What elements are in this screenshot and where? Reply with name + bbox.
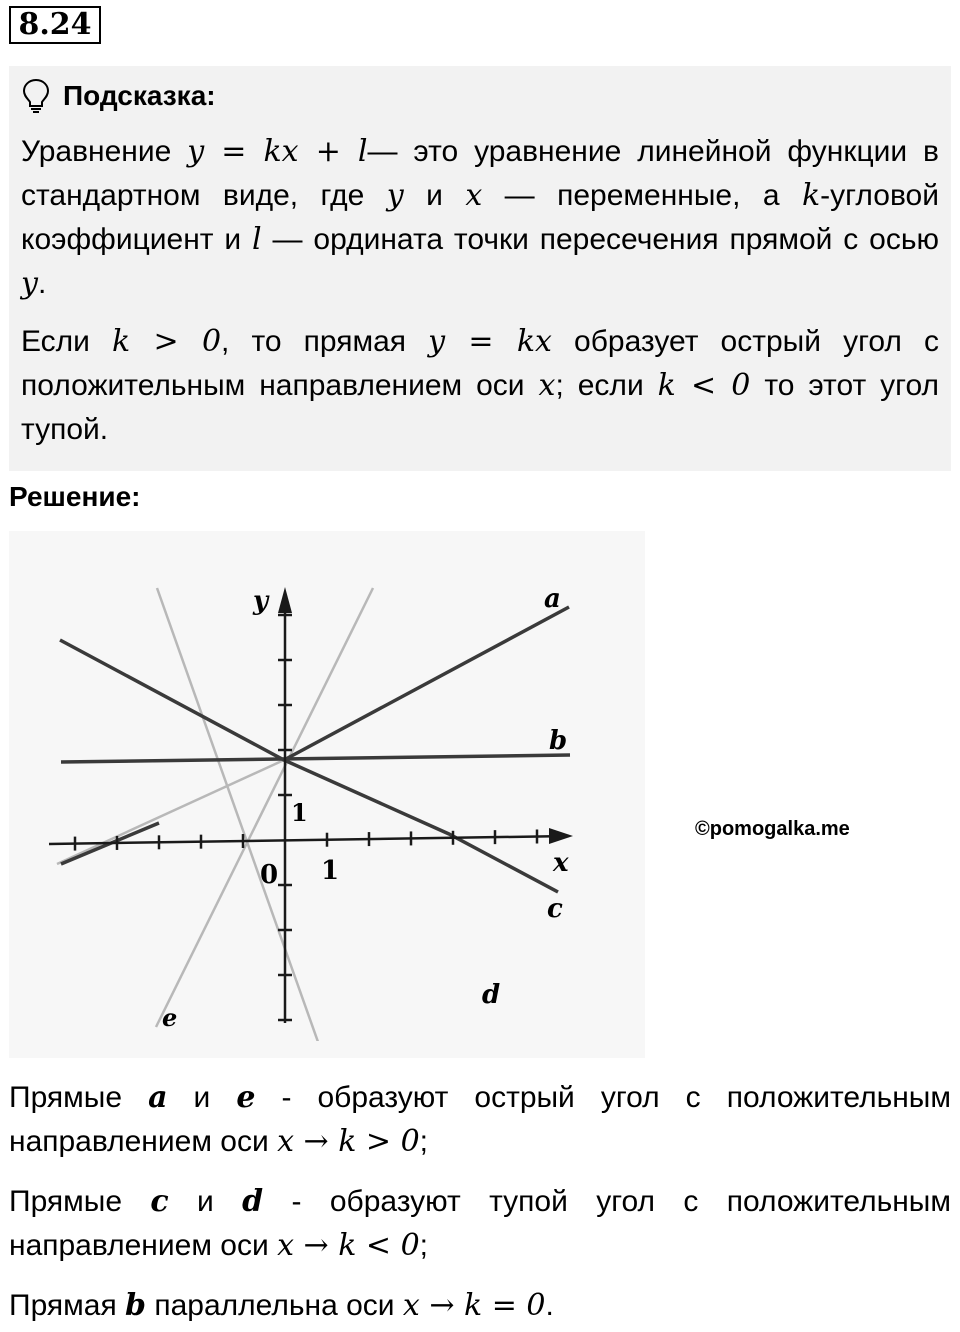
solution-title: Решение:	[9, 481, 141, 512]
text-segment: ;	[419, 1125, 429, 1158]
copyright-text: ©pomogalka.me	[695, 818, 850, 840]
line-name: c	[150, 1184, 169, 1219]
math-expression: l	[252, 222, 262, 257]
math-expression: k	[801, 178, 821, 213]
text-segment: и	[168, 1185, 243, 1218]
y-tick-label: 1	[291, 798, 308, 827]
line-name: e	[236, 1080, 256, 1115]
math-expression: x → k > 0	[277, 1124, 420, 1159]
answers	[9, 1076, 951, 1328]
graph-svg	[9, 531, 645, 1058]
text-segment: Если	[21, 325, 113, 358]
hint-title: Подсказка:	[63, 80, 216, 111]
line-b	[61, 755, 570, 762]
hint-paragraph-2	[21, 320, 939, 452]
text-segment: ; если	[555, 369, 658, 402]
problem-number: 8.24	[9, 6, 101, 44]
line-e	[156, 588, 373, 1027]
line-label-e: e	[162, 1003, 178, 1032]
math-expression: x	[538, 368, 556, 403]
text-segment: и	[167, 1081, 237, 1114]
math-expression: x → k < 0	[277, 1228, 420, 1263]
y-axis-arrow	[278, 587, 292, 613]
answer-3	[9, 1284, 951, 1328]
math-expression: y	[386, 178, 404, 213]
text-segment: - образуют тупой угол с положительным направлением оси	[9, 1185, 951, 1262]
hint-header	[21, 76, 939, 116]
line-c	[60, 640, 558, 892]
text-segment: - образуют острый угол с положительным направлением оси	[9, 1081, 951, 1158]
graph-figure	[9, 531, 645, 1058]
math-expression: k < 0	[657, 368, 751, 403]
text-segment: Прямые	[9, 1081, 149, 1114]
line-d	[157, 588, 489, 1058]
line-label-c: c	[547, 894, 563, 924]
math-expression: y = kx	[428, 324, 552, 359]
x-tick-label: 1	[321, 856, 340, 886]
answer-2	[9, 1180, 951, 1268]
text-segment: -угловой коэффициент и	[21, 179, 939, 256]
math-expression: k > 0	[112, 324, 222, 359]
line-name: d	[242, 1184, 264, 1219]
line-name: a	[148, 1080, 168, 1115]
text-segment: — ордината точки пересечения прямой с осью	[261, 223, 939, 256]
math-expression: y	[21, 266, 38, 301]
origin-label: 0	[260, 860, 279, 890]
hint-paragraph-1	[21, 130, 939, 306]
x-axis-label: x	[553, 848, 569, 878]
math-expression: x → k = 0	[402, 1288, 546, 1323]
text-segment: Уравнение	[21, 135, 188, 168]
line-name: b	[125, 1288, 147, 1323]
text-segment: — переменные, а	[482, 179, 802, 212]
text-segment: .	[545, 1289, 554, 1322]
answer-1	[9, 1076, 951, 1164]
text-segment: — это уравнение линейной функции в стандартном виде, где	[21, 135, 939, 212]
lightbulb-icon	[21, 78, 51, 114]
text-segment: Прямые	[9, 1185, 151, 1218]
text-segment: , то прямая	[221, 325, 429, 358]
text-segment: .	[37, 267, 47, 300]
text-segment: Прямая	[9, 1289, 126, 1322]
math-expression: x	[465, 178, 483, 213]
line-label-a: a	[544, 584, 561, 614]
line-label-b: b	[549, 726, 568, 756]
math-expression: y = kx + l	[187, 134, 368, 169]
hint-box	[9, 66, 951, 471]
text-segment: то этот угол тупой.	[21, 369, 939, 446]
line-label-d: d	[482, 980, 501, 1010]
text-segment: параллельна оси	[146, 1289, 403, 1322]
y-axis-label: y	[253, 586, 269, 616]
text-segment: ;	[419, 1229, 429, 1262]
text-segment: образует острый угол с положительным направлением оси	[21, 325, 939, 402]
x-axis-arrow	[549, 828, 573, 844]
text-segment: и	[403, 179, 466, 212]
